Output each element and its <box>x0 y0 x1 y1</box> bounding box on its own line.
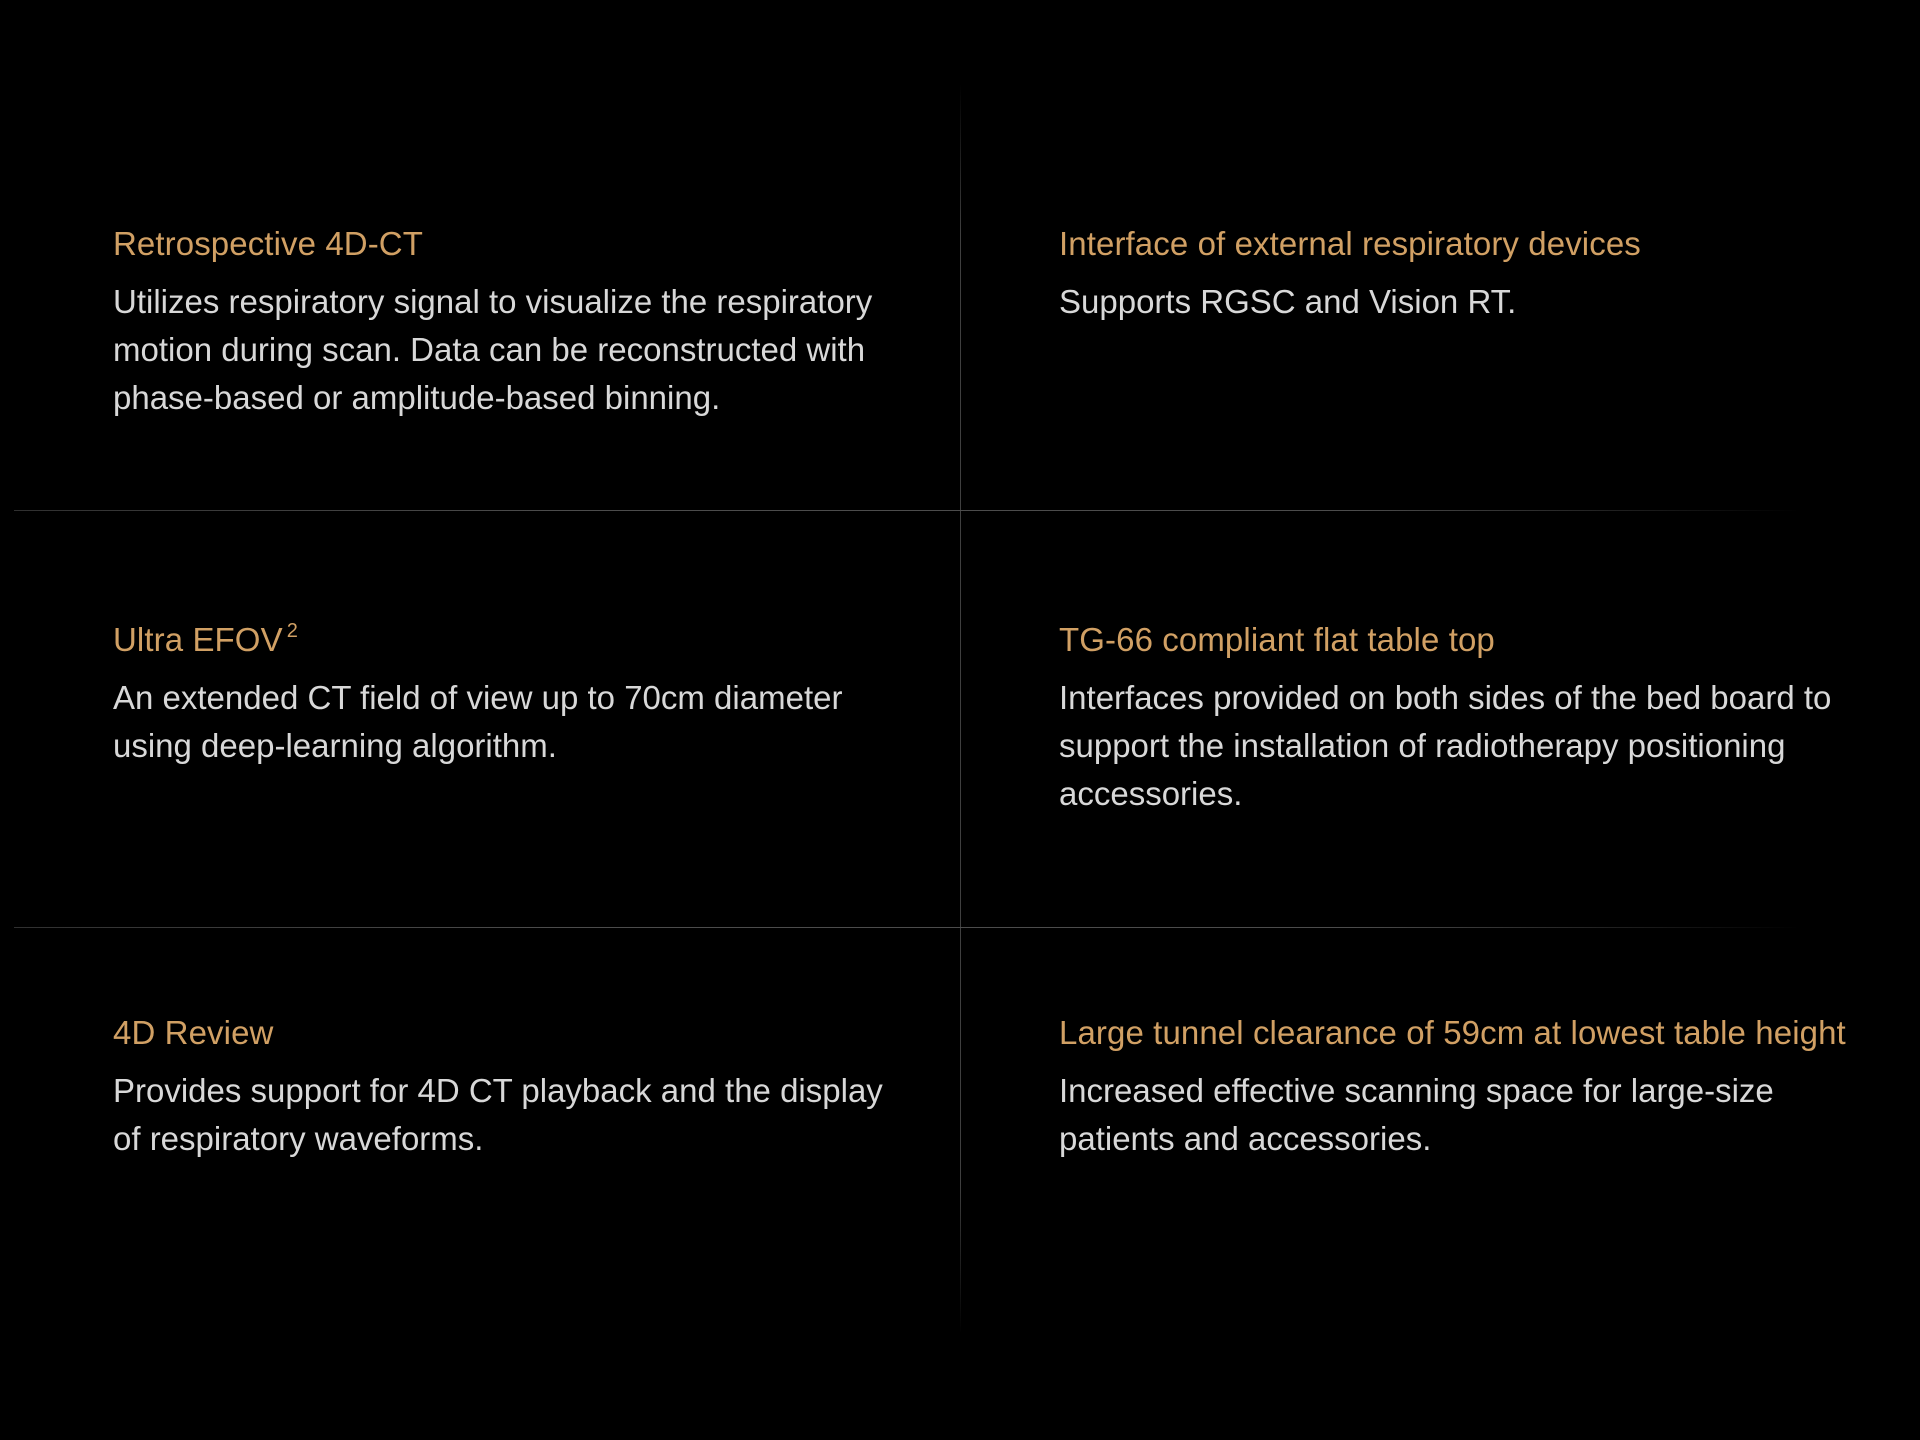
feature-ultra-efov <box>113 618 933 770</box>
feature-title: Interface of external respiratory devices <box>1059 225 1641 262</box>
feature-description: Provides support for 4D CT playback and the display of respiratory waveforms. <box>113 1072 883 1157</box>
feature-title: TG-66 compliant flat table top <box>1059 621 1495 658</box>
feature-tg66-flat-table-top <box>1059 618 1879 818</box>
feature-description: Supports RGSC and Vision RT. <box>1059 283 1517 320</box>
vertical-divider <box>960 84 961 1334</box>
feature-title: Large tunnel clearance of 59cm at lowest table height <box>1059 1014 1846 1051</box>
feature-description: Increased effective scanning space for large-size patients and accessories. <box>1059 1072 1774 1157</box>
feature-external-respiratory-devices <box>1059 222 1879 326</box>
feature-title: Retrospective 4D-CT <box>113 225 423 262</box>
feature-title: Ultra EFOV $^2$ <box>113 620 298 658</box>
feature-description: Interfaces provided on both sides of the bed board to support the installation of radiotherapy positioning accessories. <box>1059 679 1832 812</box>
feature-retrospective-4d-ct <box>113 222 933 422</box>
feature-4d-review <box>113 1011 933 1163</box>
feature-large-tunnel-clearance <box>1059 1011 1879 1163</box>
feature-description: Utilizes respiratory signal to visualize the respiratory motion during scan. Data can be reconstructed with phase-based or amplitude-based binning. <box>113 283 873 416</box>
horizontal-divider <box>14 927 1800 928</box>
horizontal-divider <box>14 510 1800 511</box>
feature-title: 4D Review <box>113 1014 274 1051</box>
footnote-superscript: 2 <box>286 620 298 642</box>
feature-description: An extended CT field of view up to 70cm diameter using deep-learning algorithm. <box>113 679 843 764</box>
